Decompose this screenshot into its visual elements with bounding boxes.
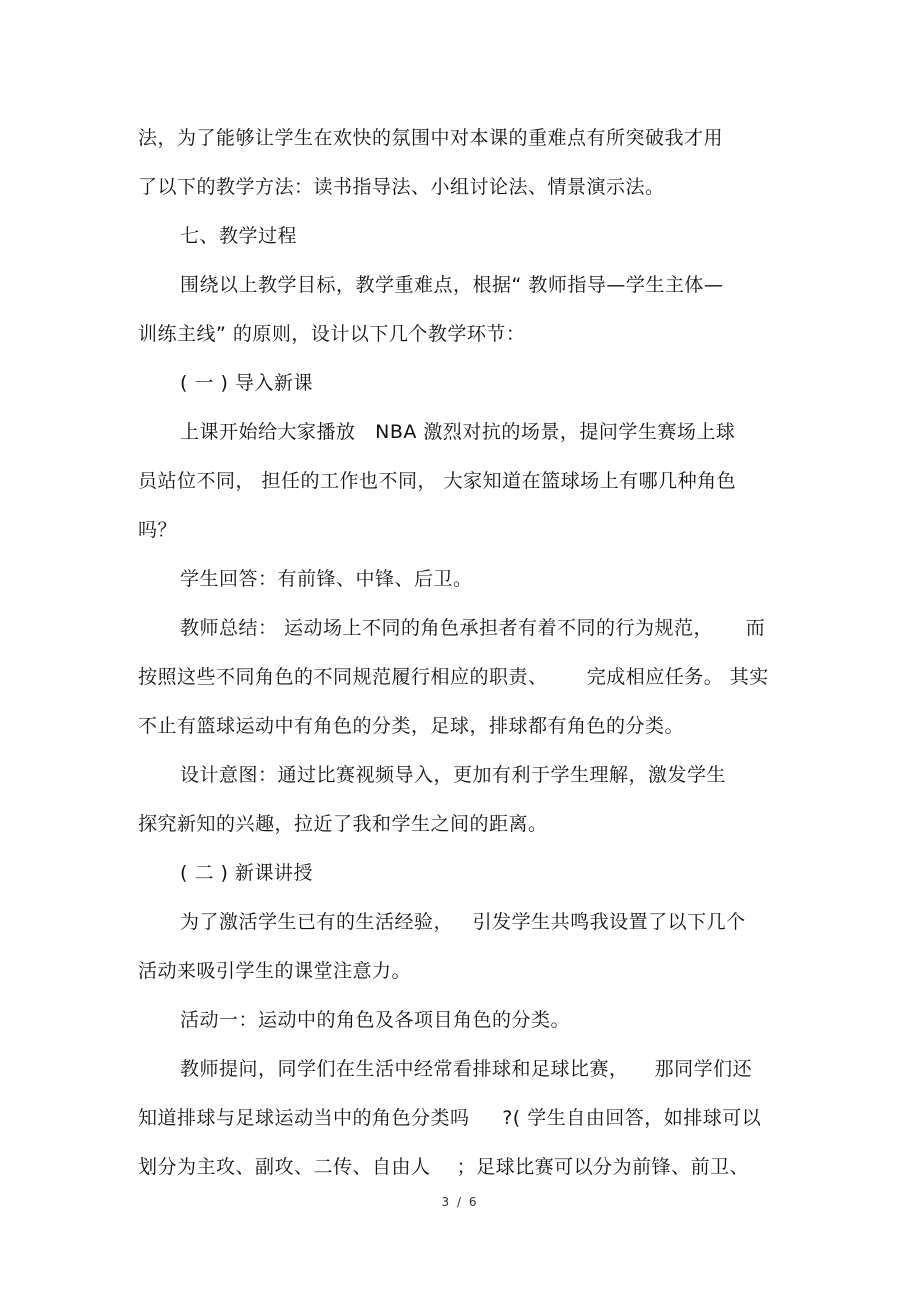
text-line: 活动来吸引学生的课堂注意力。 bbox=[138, 960, 412, 982]
page-number: 3 / 6 bbox=[441, 1195, 479, 1209]
text-line: 为了激活学生已有的生活经验， 引发学生共鸣我设置了以下几个 bbox=[180, 911, 746, 933]
text-line: 教师提问，同学们在生活中经常看排球和足球比赛， 那同学们还 bbox=[180, 1058, 753, 1080]
text-line: 设计意图：通过比赛视频导入，更加有利于学生理解，激发学生 bbox=[180, 764, 727, 786]
text-line: 围绕以上教学目标，教学重难点，根据“ 教师指导—学生主体— bbox=[180, 274, 724, 296]
section-heading: 七、教学过程 bbox=[180, 225, 298, 247]
text-line: 探究新知的兴趣，拉近了我和学生之间的距离。 bbox=[138, 813, 548, 835]
text-line: 知道排球与足球运动当中的角色分类吗 ?( 学生自由回答，如排球可以 bbox=[138, 1107, 762, 1129]
subsection-heading: ( 二 ) 新课讲授 bbox=[180, 862, 313, 884]
text-line: 了以下的教学方法：读书指导法、小组讨论法、情景演示法。 bbox=[138, 176, 665, 198]
text-line: 教师总结： 运动场上不同的角色承担者有着不同的行为规范， 而 bbox=[180, 617, 766, 639]
text-line: 员站位不同， 担任的工作也不同， 大家知道在篮球场上有哪几种角色 bbox=[138, 470, 737, 492]
text-line: 训练主线” 的原则，设计以下几个教学环节： bbox=[138, 323, 526, 345]
text-line: 活动一：运动中的角色及各项目角色的分类。 bbox=[180, 1009, 571, 1031]
text-line: 按照这些不同角色的不同规范履行相应的职责、 完成相应任务。 其实 bbox=[138, 666, 769, 688]
text-line: 划分为主攻、副攻、二传、自由人 ；足球比赛可以分为前锋、前卫、 bbox=[138, 1156, 750, 1178]
text-line: 法，为了能够让学生在欢快的氛围中对本课的重难点有所突破我才用 bbox=[138, 127, 724, 149]
text-line: 吗？ bbox=[138, 519, 178, 541]
text-line: 不止有篮球运动中有角色的分类，足球，排球都有角色的分类。 bbox=[138, 715, 685, 737]
text-line: 上课开始给大家播放 NBA 激烈对抗的场景，提问学生赛场上球 bbox=[180, 421, 736, 443]
text-line: 学生回答：有前锋、中锋、后卫。 bbox=[180, 568, 473, 590]
subsection-heading: ( 一 ) 导入新课 bbox=[180, 372, 313, 394]
